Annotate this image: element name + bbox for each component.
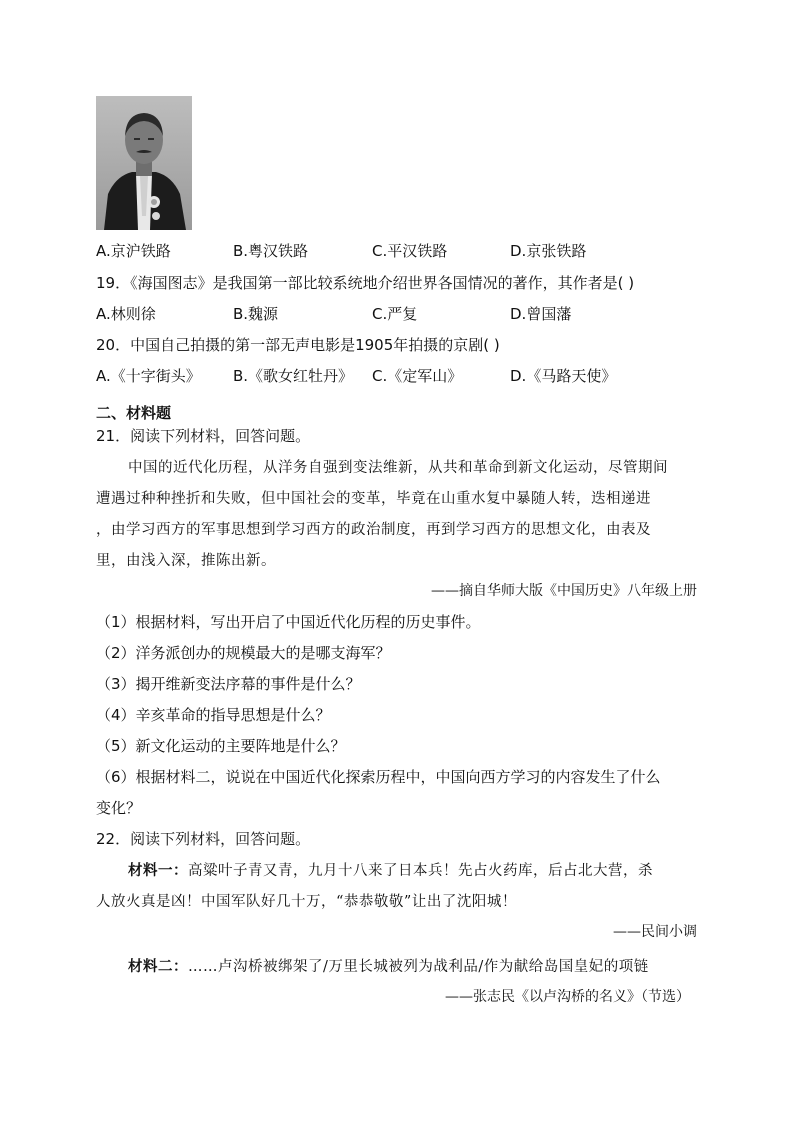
q21-subquestion: （3）揭开维新变法序幕的事件是什么？ [96,675,361,693]
q20-option-b: B.《歌女红牡丹》 [233,367,354,385]
q21-subquestion: （1）根据材料，写出开启了中国近代化历程的历史事件。 [96,613,481,631]
q22-material1-source: ——民间小调 [613,924,697,940]
q20-option-d: D.《马路天使》 [510,367,617,385]
q19-option-b: B.魏源 [233,305,279,323]
q21-stem: 21．阅读下列材料，回答问题。 [96,427,311,445]
q18-option-b: B.粤汉铁路 [233,242,309,260]
q21-subquestion: （5）新文化运动的主要阵地是什么？ [96,737,346,755]
q21-material-line: 中国的近代化历程，从洋务自强到变法维新，从共和革命到新文化运动，尽管期间 [128,460,668,476]
q18-option-d: D.京张铁路 [510,242,587,260]
q19-option-a: A.林则徐 [96,305,156,323]
q22-material2-text: ……卢沟桥被绑架了/万里长城被列为战利品/作为献给岛国皇妃的项链 [188,959,649,975]
q21-subquestion: （4）辛亥革命的指导思想是什么？ [96,706,331,724]
q18-option-c: C.平汉铁路 [372,242,448,260]
q19-option-d: D.曾国藩 [510,305,572,323]
q22-stem: 22．阅读下列材料，回答问题。 [96,830,311,848]
section-title: 二、材料题 [96,404,172,422]
q22-material2-line [128,955,649,976]
q21-subquestion: （2）洋务派创办的规模最大的是哪支海军？ [96,644,391,662]
q22-material1-line1 [128,859,653,880]
q22-material1-line2: 人放火真是凶！中国军队好几十万，“恭恭敬敬”让出了沈阳城！ [96,894,517,910]
portrait-photo [96,96,192,230]
q21-source: ——摘自华师大版《中国历史》八年级上册 [431,583,697,599]
q21-subquestion: 变化？ [96,799,142,817]
q19-stem: 19．《海国图志》是我国第一部比较系统地介绍世界各国情况的著作，其作者是( ) [96,274,635,292]
q20-stem: 20．中国自己拍摄的第一部无声电影是1905年拍摄的京剧( ) [96,336,500,354]
q20-option-a: A.《十字街头》 [96,367,201,385]
q21-subquestion: （6）根据材料二，说说在中国近代化探索历程中，中国向西方学习的内容发生了什么 [96,768,661,786]
q22-material1-text: 高粱叶子青又青，九月十八来了日本兵！先占火药库，后占北大营，杀 [188,863,653,879]
q22-material2-source: ——张志民《以卢沟桥的名义》（节选） [445,989,690,1005]
q18-option-a: A.京沪铁路 [96,242,171,260]
q22-material1-label: 材料一： [128,862,188,879]
q19-option-c: C.严复 [372,305,418,323]
q20-option-c: C.《定军山》 [372,367,463,385]
q21-material-line: 里，由浅入深，推陈出新。 [96,553,276,569]
q22-material2-label: 材料二： [128,958,188,975]
q21-material-line: ，由学习西方的军事思想到学习西方的政治制度，再到学习西方的思想文化，由表及 [96,522,651,538]
q21-material-line: 遭遇过种种挫折和失败，但中国社会的变革，毕竟在山重水复中暴随人转，迭相递进 [96,491,651,507]
